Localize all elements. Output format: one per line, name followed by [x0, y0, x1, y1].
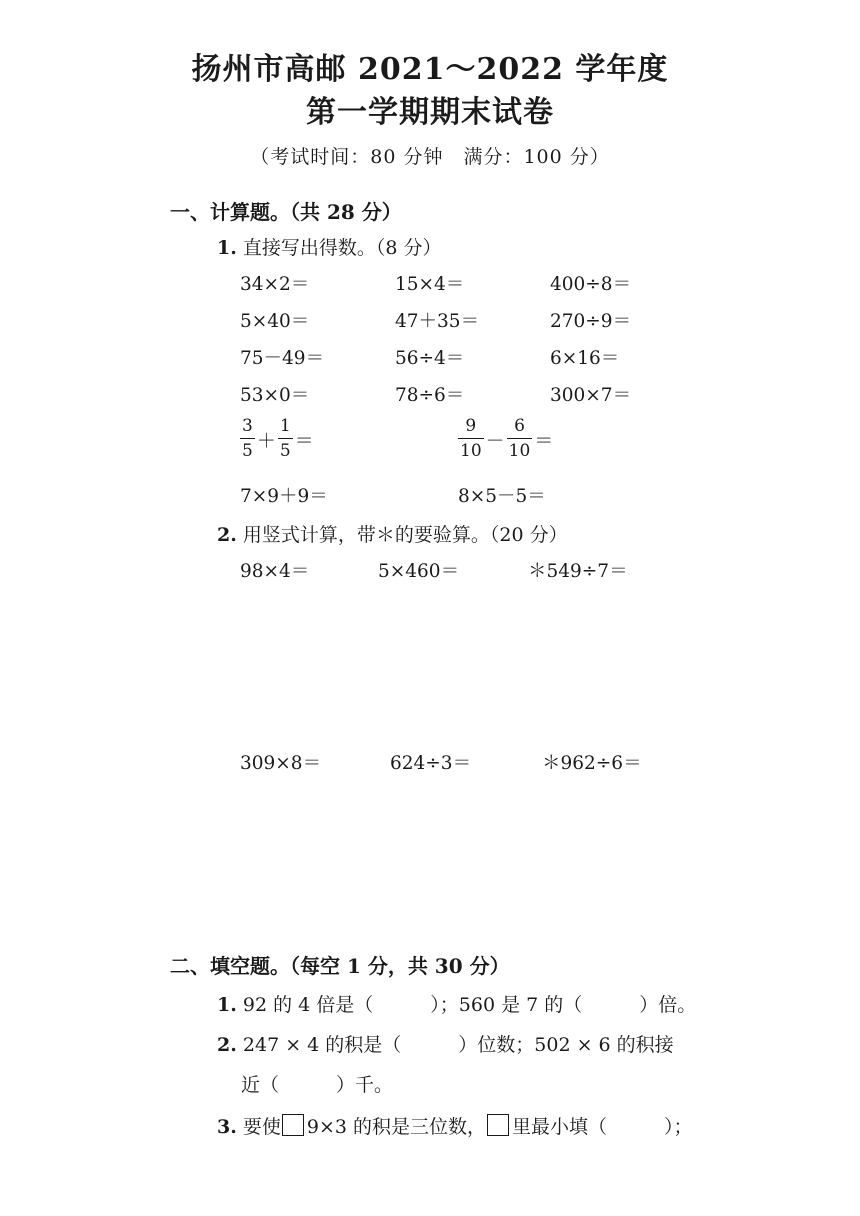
fraction-denominator: 10	[460, 441, 482, 461]
exam-title-line1: 扬州市高邮 2021～2022 学年度	[191, 52, 669, 87]
s1-q1-item: 8×5－5＝	[458, 486, 546, 507]
s2-q2	[217, 1030, 674, 1057]
s1-q1-item: 47＋35＝	[395, 311, 480, 332]
s1-q1-fraction-item	[240, 418, 316, 460]
s1-q1-item: 5×40＝	[240, 311, 310, 332]
fraction-denominator: 5	[279, 441, 291, 461]
s1-q2-item: 309×8＝	[240, 753, 322, 774]
s1-q2-item: 5×460＝	[378, 561, 460, 582]
s2-q3-number: 3.	[217, 1116, 237, 1138]
fraction-numerator: 9	[458, 418, 484, 439]
fraction-numerator: 6	[507, 418, 533, 439]
s2-q3	[217, 1112, 693, 1139]
operator: ＋	[256, 429, 276, 452]
equals-sign: ＝	[294, 429, 314, 452]
s1-q1-item: 270÷9＝	[550, 311, 632, 332]
s1-q2-item: 624÷3＝	[390, 753, 472, 774]
blank-box	[487, 1114, 509, 1136]
s1-q2	[217, 520, 568, 547]
fraction	[240, 418, 255, 460]
equals-sign: ＝	[534, 429, 554, 452]
s1-q1-text: 直接写出得数。（8 分）	[242, 237, 442, 259]
fraction	[458, 418, 484, 460]
s1-q1-item: 34×2＝	[240, 274, 310, 295]
s1-q1-item: 75－49＝	[240, 348, 325, 369]
s1-q1-item: 300×7＝	[550, 385, 632, 406]
s2-q3-part-a: 要使	[242, 1116, 281, 1138]
exam-title-line2: 第一学期期末试卷	[306, 95, 554, 130]
s1-q1-item: 53×0＝	[240, 385, 310, 406]
s1-q1-fraction-item	[458, 418, 555, 460]
section1-heading: 一、计算题。（共 28 分）	[170, 200, 402, 224]
s1-q2-text: 用竖式计算，带＊的要验算。（20 分）	[242, 524, 568, 546]
section2-heading: 二、填空题。（每空 1 分，共 30 分）	[170, 954, 510, 978]
fraction-numerator: 3	[240, 418, 255, 439]
s2-q1-number: 1.	[217, 994, 237, 1016]
s2-q2-number: 2.	[217, 1034, 237, 1056]
s1-q1-item: 6×16＝	[550, 348, 620, 369]
s2-q3-part-b: 9×3 的积是三位数，	[306, 1116, 487, 1138]
fraction-denominator: 10	[508, 441, 531, 461]
fraction	[507, 418, 533, 460]
fraction-numerator: 1	[278, 418, 293, 439]
exam-subtitle: （考试时间：80 分钟 满分：100 分）	[250, 146, 610, 168]
fraction-denominator: 5	[242, 441, 253, 461]
s1-q2-item: 98×4＝	[240, 561, 310, 582]
fraction	[278, 418, 293, 460]
s2-q2-line1: 247 × 4 的积是（ ）位数；502 × 6 的积接	[242, 1034, 674, 1056]
s2-q1-text: 92 的 4 倍是（ ）；560 是 7 的（ ）倍。	[242, 994, 697, 1016]
operator: －	[485, 429, 505, 452]
s1-q1-item: 15×4＝	[395, 274, 465, 295]
s1-q1	[217, 233, 442, 260]
s1-q1-item: 78÷6＝	[395, 385, 465, 406]
s1-q1-item: 56÷4＝	[395, 348, 465, 369]
s1-q1-item: 400÷8＝	[550, 274, 632, 295]
s1-q2-item: ＊549÷7＝	[528, 561, 628, 582]
s1-q1-item: 7×9＋9＝	[240, 486, 328, 507]
s1-q2-item: ＊962÷6＝	[542, 753, 642, 774]
s1-q2-number: 2.	[217, 524, 237, 546]
s2-q3-part-c: 里最小填（ ）；	[512, 1116, 693, 1138]
blank-box	[282, 1114, 304, 1136]
s1-q1-number: 1.	[217, 237, 237, 259]
s2-q1	[217, 990, 696, 1017]
s2-q2-line2: 近（ ）千。	[241, 1074, 394, 1096]
